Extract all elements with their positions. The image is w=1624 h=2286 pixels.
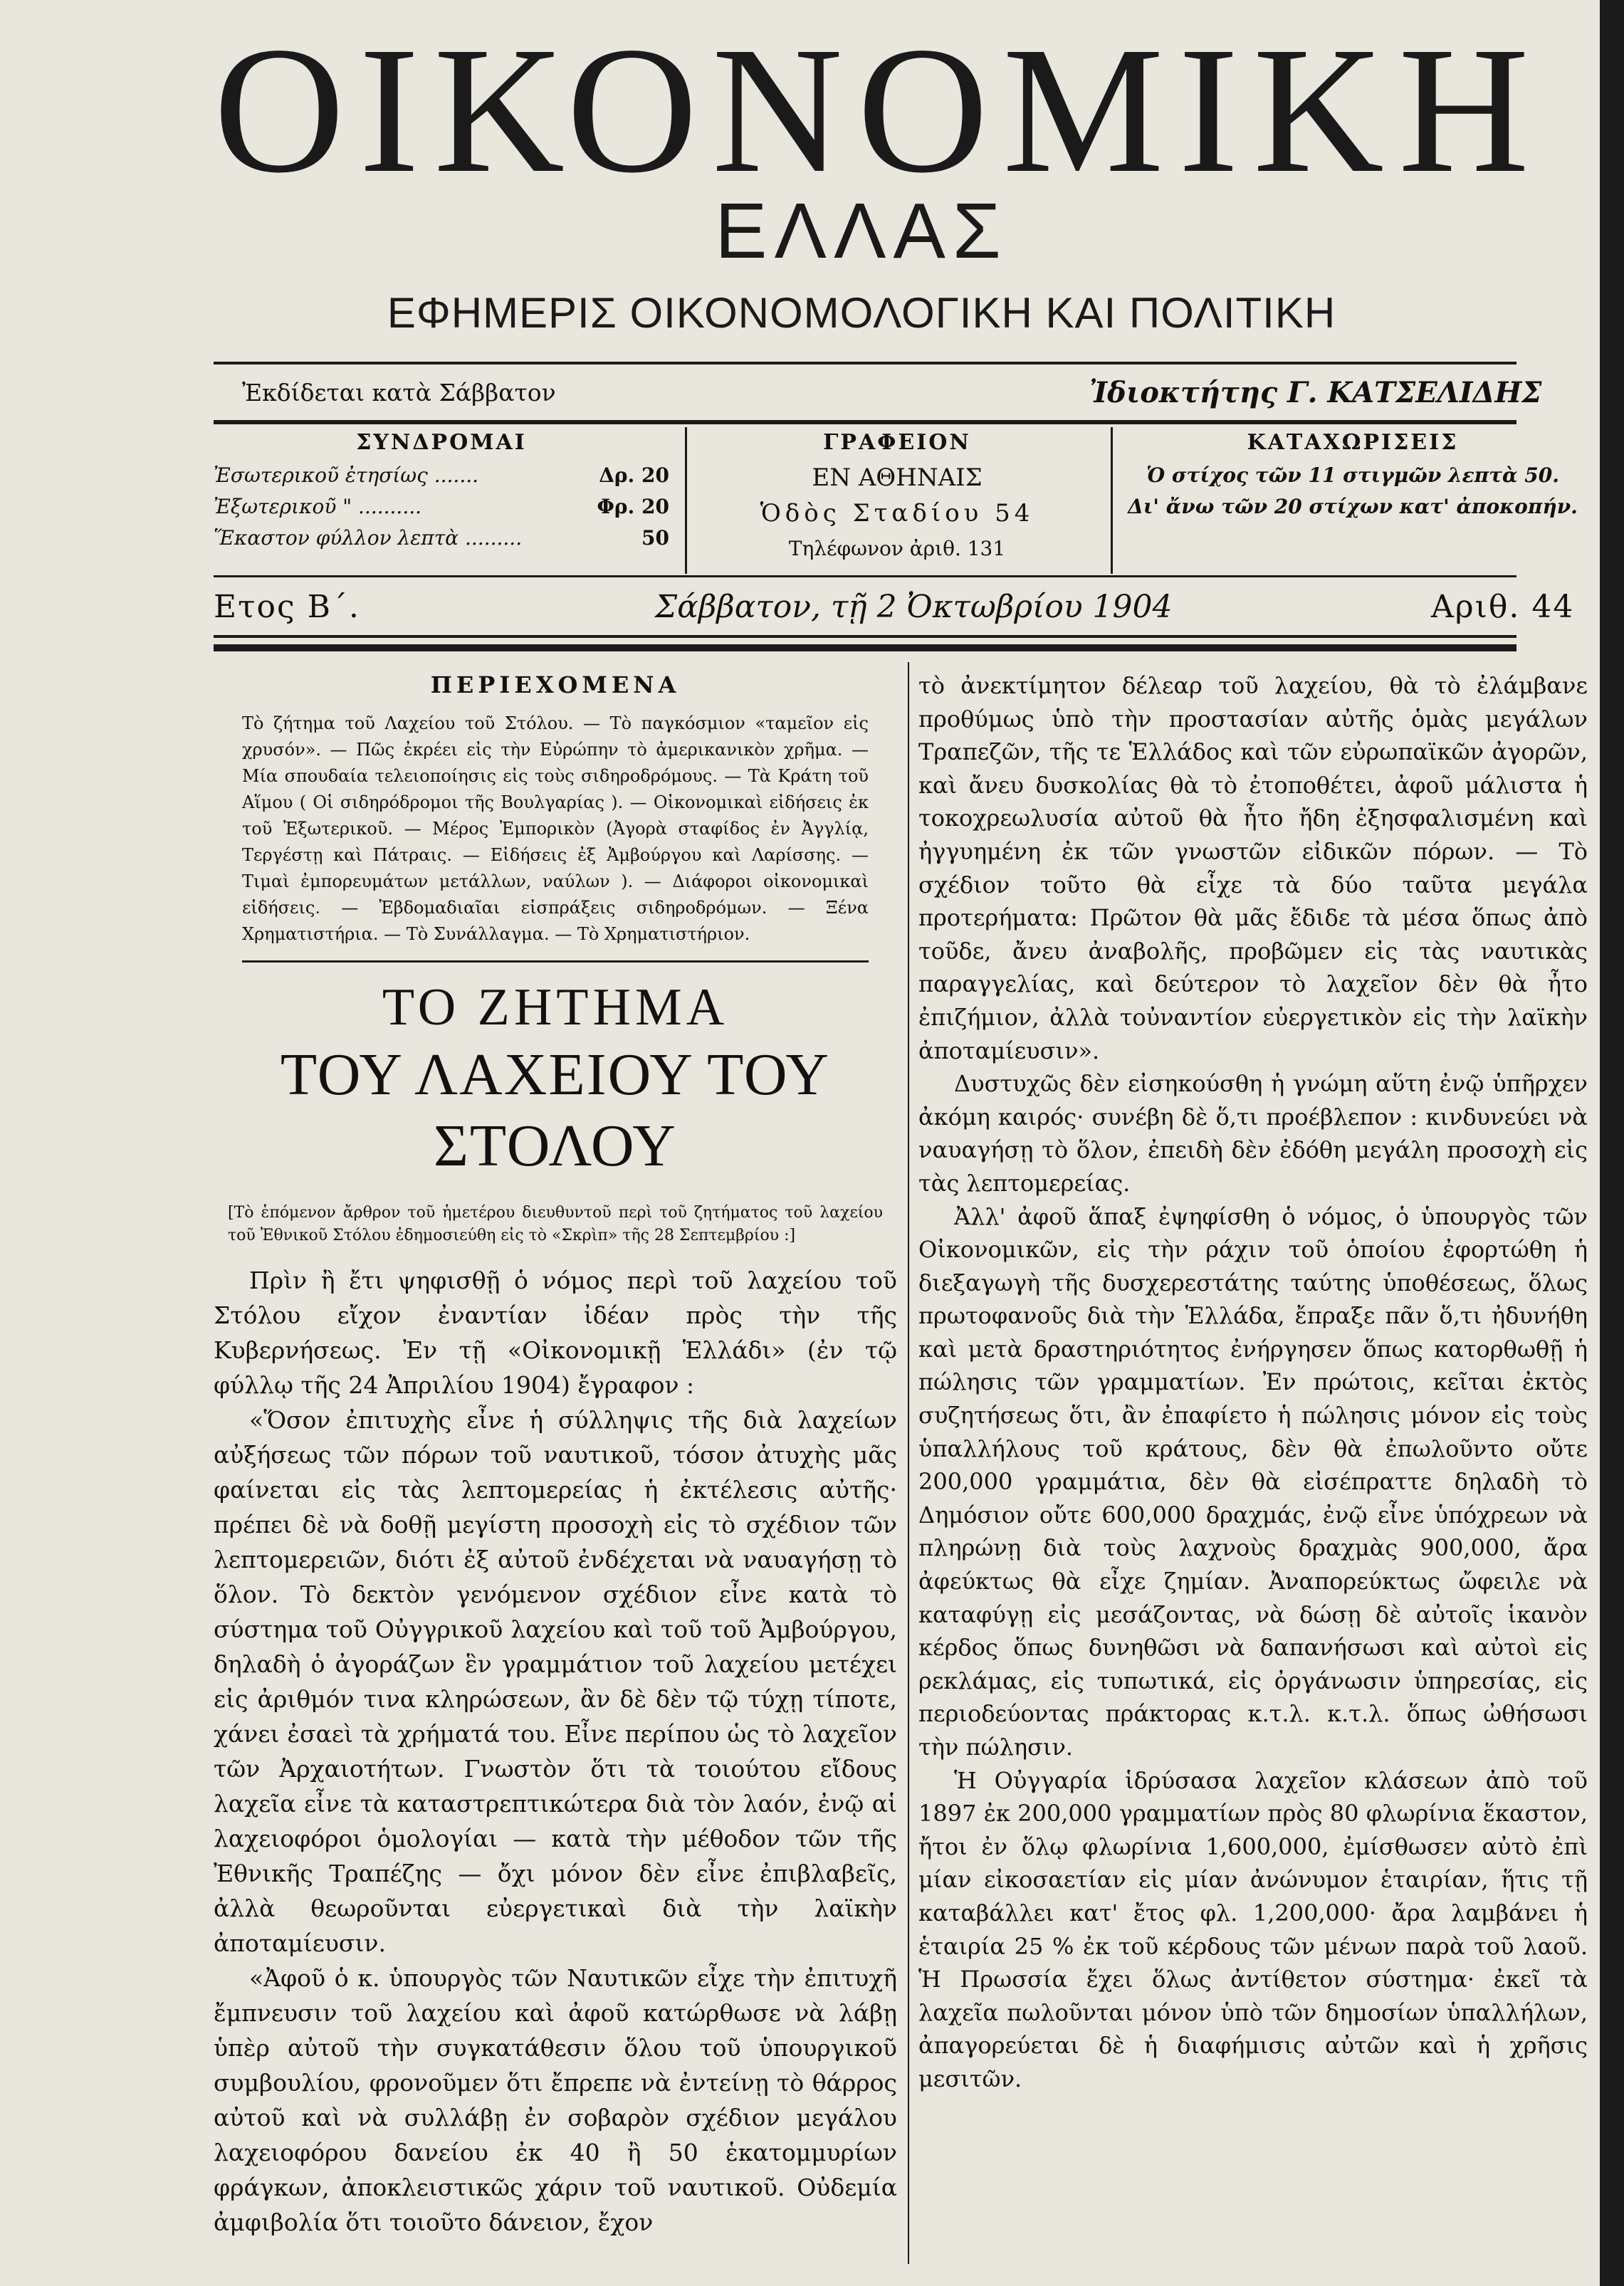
box-divider-2 bbox=[1111, 427, 1113, 574]
issue-number: Αριθ. 44 bbox=[1431, 589, 1575, 625]
editor-note: [Τὸ ἑπόμενον ἄρθρον τοῦ ἡμετέρου διευθυντοῦ περὶ τοῦ ζητήματος τοῦ λαχείου τοῦ Ἐθνικοῦ Στόλου ἐδημοσιεύθη εἰς τὸ «Σκρὶπ» τῆς 28 Σεπτεμβρίου :] bbox=[228, 1204, 883, 1244]
box-divider-1 bbox=[685, 427, 687, 574]
advertising-line-2: Δι' ἄνω τῶν 20 στίχων κατ' ἀποκοπήν. bbox=[1128, 495, 1578, 518]
subscription-row bbox=[214, 491, 669, 523]
article-paragraph: «Ἀφοῦ ὁ κ. ὑπουργὸς τῶν Ναυτικῶν εἶχε τὴν ἐπιτυχῆ ἔμπνευσιν τοῦ λαχείου καὶ ἀφοῦ κατώρθωσε νὰ λάβῃ ὑπὲρ αὐτοῦ τὴν συγκατάθεσιν ὅλου τοῦ ὑπουργικοῦ συμβουλίου, φρονοῦμεν ὅτι ἔπρεπε νὰ ἐντείνῃ τὸ θάρρος αὐτοῦ καὶ νὰ συλλάβῃ ἐν σοβαρὸν σχέδιον μεγάλου λαχειοφόρου δανείου ἐκ 40 ἢ 50 ἑκατομμυρίων φράγκων, ἀποκλειστικῶς χάριν τοῦ ναυτικοῦ. Οὐδεμία ἀμφιβολία ὅτι τοιοῦτο δάνειον, ἔχον bbox=[214, 1964, 897, 2236]
rule-after-contents bbox=[242, 960, 869, 963]
issue-date: Σάββατον, τῇ 2 Ὀκτωβρίου 1904 bbox=[655, 589, 1173, 625]
subscription-row bbox=[214, 460, 669, 491]
masthead-tagline: ΕΦΗΜΕΡΙΣ ΟΙΚΟΝΟΜΟΛΟΓΙΚΗ ΚΑΙ ΠΟΛΙΤΙΚΗ bbox=[387, 289, 1336, 337]
article-paragraph: «Ὅσον ἐπιτυχὴς εἶνε ἡ σύλληψις τῆς διὰ λαχείων αὐξήσεως τῶν πόρων τοῦ ναυτικοῦ, τόσον ἀτυχὴς μᾶς φαίνεται εἰς τὰς λεπτομερείας ἡ ἐκτέλεσις αὐτῆς· πρέπει δὲ νὰ δοθῇ μεγίστη προσοχὴ εἰς τὸ σχέδιον τῶν λεπτομερειῶν, διότι ἐξ αὐτοῦ ἐνδέχεται νὰ ναυαγήσῃ τὸ ὅλον. Τὸ δεκτὸν γενόμενον σχέδιον εἶνε κατὰ τὸ σύστημα τοῦ Οὐγγρικοῦ λαχείου καὶ τοῦ τοῦ Ἀμβούργου, δηλαδὴ ὁ ἀγοράζων ἓν γραμμάτιον τοῦ λαχείου μετέχει εἰς ἀριθμόν τινα κληρώσεων, ἂν δὲ δὲν τῷ τύχῃ τίποτε, χάνει ἐσαεὶ τὰ χρήματά του. Εἶνε περίπου ὡς τὸ λαχεῖον τῶν Ἀρχαιοτήτων. Γνωστὸν ὅτι τὰ τοιούτου εἴδους λαχεῖα εἶνε τὰ καταστρεπτικώτερα διὰ τὸν λαόν, ἐνῷ αἱ λαχειοφόροι ὁμολογίαι — κατὰ τὴν μέθοδον τῶν τῆς Ἐθνικῆς Τραπέζης — ὄχι μόνον δὲν εἶνε ἐπιβλαβεῖς, ἀλλὰ θεωροῦνται εὐεργετικαὶ διὰ τὴν λαϊκὴν ἀποταμίευσιν. bbox=[214, 1406, 897, 1957]
advertising-title: ΚΑΤΑΧΩΡΙΣΕΙΣ bbox=[1247, 430, 1459, 455]
column-divider bbox=[908, 662, 909, 2264]
rule-under-date-1 bbox=[214, 635, 1516, 638]
office-street: Ὁδὸς Σταδίου 54 bbox=[760, 499, 1034, 528]
rule-under-tagline bbox=[214, 362, 1516, 365]
subscription-label: Ἕκαστον φύλλον λεπτὰ ......... bbox=[214, 526, 523, 550]
subscription-amount: 50 bbox=[641, 526, 669, 550]
rule-under-date-2 bbox=[214, 644, 1516, 651]
advertising-line-1: Ὁ στίχος τῶν 11 στιγμῶν λεπτὰ 50. bbox=[1146, 463, 1560, 487]
article-paragraph: Δυστυχῶς δὲν εἰσηκούσθη ἡ γνώμη αὕτη ἐνῷ ὑπῆρχεν ἀκόμη καιρός· συνέβη δὲ ὅ,τι προέβλεπον : κινδυνεύει νὰ ναυαγήσῃ τὸ ὅλον, ἐπειδὴ δὲν ἐδόθη μεγάλη προσοχὴ εἰς τὰς λεπτομερείας. bbox=[918, 1070, 1588, 1197]
subscription-amount: Φρ. 20 bbox=[597, 495, 669, 518]
left-column bbox=[214, 669, 897, 2240]
masthead-subtitle: ΕΛΛΑΣ bbox=[715, 187, 1008, 275]
publication-owner: Ἰδιοκτήτης Γ. ΚΑΤΣΕΛΙΔΗΣ bbox=[1089, 376, 1542, 409]
office-phone: Τηλέφωνον ἀριθ. 131 bbox=[788, 537, 1006, 560]
page-edge-shadow bbox=[1600, 0, 1624, 2286]
masthead-title: ΟΙΚΟΝΟΜΙΚΗ bbox=[214, 10, 1544, 211]
article-paragraph: Ἀλλ' ἀφοῦ ἅπαξ ἐψηφίσθη ὁ νόμος, ὁ ὑπουργὸς τῶν Οἰκονομικῶν, εἰς τὴν ράχιν τοῦ ὁποίου ἐφορτώθη ἡ διεξαγωγὴ τῆς δυσχερεστάτης ταύτης ὑποθέσεως, ὅλως πρωτοφανοῦς διὰ τὴν Ἑλλάδα, ἔπραξε πᾶν ὅ,τι ἠδυνήθη καὶ μετὰ δραστηριότητος ἐνήργησεν ὅπως κατορθωθῇ ἡ πώλησις τῶν γραμματίων. Ἐν πρώτοις, κεῖται ἐκτὸς συζητήσεως ὅτι, ἂν ἐπαφίετο ἡ πώλησις μόνον εἰς τοὺς ὑπαλλήλους τοῦ κράτους, δὲν θὰ ἐπωλοῦντο οὔτε 200,000 γραμμάτια, δὲν θὰ εἰσέπραττε δηλαδὴ τὸ Δημόσιον οὔτε 600,000 δραχμάς, ἐνῷ εἶνε ὑπόχρεων νὰ πληρώνῃ διὰ τοὺς λαχνοὺς δραχμὰς 900,000, ἄρα ἀφεύκτως θὰ εἶχε ζημίαν. Ἀναπορεύκτως ὤφειλε νὰ καταφύγῃ εἰς μεσάζοντας, νὰ δώσῃ δὲ αὐτοῖς ἱκανὸν κέρδος ὅπως δυνηθῶσι νὰ δαπανήσωσι καὶ αὐτοὶ εἰς ρεκλάμας, εἰς τυπωτικά, εἰς ὀργάνωσιν ὑπηρεσίας, εἰς περιοδεύοντας πράκτορας κ.τ.λ. κ.τ.λ. ὅπως ὠθήσωσι τὴν πώλησιν. bbox=[918, 1202, 1588, 1761]
subscription-label: Ἐξωτερικοῦ " .......... bbox=[214, 495, 422, 518]
article-paragraph: Ἡ Οὐγγαρία ἱδρύσασα λαχεῖον κλάσεων ἀπὸ τοῦ 1897 ἐκ 200,000 γραμματίων πρὸς 80 φλωρίνια ἕκαστον, ἤτοι ἐν ὅλῳ φλωρίνια 1,600,000, ἐμίσθωσεν αὐτὸ ἐπὶ μίαν εἰκοσαετίαν εἰς μίαν ἀνώνυμον ἑταιρίαν, ἥτις τῇ καταβάλλει κατ' ἔτος φλ. 1,200,000· ἄρα λαμβάνει ἡ ἑταιρία 25 % ἐκ τοῦ κέρδους τῶν μένων παρὰ τοῦ λαοῦ. Ἡ Πρωσσία ἔχει ὅλως ἀντίθετον σύστημα· ἐκεῖ τὰ λαχεῖα πωλοῦνται μόνον ὑπὸ τῶν δημοσίων ὑπαλλήλων, ἀπαγορεύεται δὲ ἡ διαφήμισις αὐτῶν καὶ ἡ χρῆσις μεσιτῶν. bbox=[918, 1766, 1588, 2092]
subscriptions-title: ΣΥΝΔΡΟΜΑΙ bbox=[356, 430, 527, 455]
subscription-label: Ἐσωτερικοῦ ἐτησίως ....... bbox=[214, 463, 479, 487]
article-title-line-2: ΤΟΥ ΛΑΧΕΙΟΥ ΤΟΥ ΣΤΟΛΟΥ bbox=[280, 1042, 831, 1179]
article-paragraph: τὸ ἀνεκτίμητον δέλεαρ τοῦ λαχείου, θὰ τὸ ἐλάμβανε προθύμως ὑπὸ τὴν προστασίαν αὐτῆς ὁμὰς μεγάλων Τραπεζῶν, τῆς τε Ἑλλάδος καὶ τῶν εὐρωπαϊκῶν ἀγορῶν, καὶ ἄνευ δυσκολίας θὰ τὸ ἐτοποθέτει, ἀφοῦ μάλιστα ἡ τοκοχρεωλυσία αὐτοῦ θὰ ἦτο ἤδη ἐξησφαλισμένη καὶ ἠγγυημένη ἐκ τῶν γνωστῶν εἰδικῶν πόρων. — Τὸ σχέδιον τοῦτο θὰ εἶχε τὰ δύο ταῦτα μεγάλα προτερήματα: Πρῶτον θὰ μᾶς ἔδιδε τὰ μέσα ὅπως ἀπὸ τοῦδε, ἄνευ ἀναβολῆς, προβῶμεν εἰς τὰς ναυτικὰς παραγγελίας, καὶ δεύτερον τὸ λαχεῖον δὲν θὰ ἦτο ἐπιζήμιον, ἀλλὰ τοὐναντίον εὐεργετικὸν εἰς τὴν λαϊκὴν ἀποταμίευσιν». bbox=[918, 672, 1588, 1064]
subscriptions-box bbox=[214, 426, 669, 574]
article-paragraph: Πρὶν ἢ ἔτι ψηφισθῇ ὁ νόμος περὶ τοῦ λαχείου τοῦ Στόλου εἴχον ἐναντίαν ἰδέαν πρὸς τὴν τῆς Κυβερνήσεως. Ἐν τῇ «Οἰκονομικῇ Ἑλλάδι» (ἐν τῷ φύλλῳ τῆς 24 Ἀπριλίου 1904) ἔγραφον : bbox=[214, 1267, 897, 1399]
rule-below-boxes bbox=[214, 575, 1516, 577]
office-box bbox=[698, 426, 1096, 574]
right-column bbox=[918, 669, 1588, 2096]
office-title: ΓΡΑΦΕΙΟΝ bbox=[823, 430, 971, 455]
article-title-line-1: ΤΟ ΖΗΤΗΜΑ bbox=[382, 978, 729, 1037]
advertising-box bbox=[1125, 426, 1581, 574]
issue-year: Ετος Β΄. bbox=[214, 589, 360, 625]
subscription-amount: Δρ. 20 bbox=[599, 463, 669, 487]
office-city: ΕΝ ΑΘΗΝΑΙΣ bbox=[812, 463, 983, 492]
subscription-row bbox=[214, 523, 669, 554]
rule-above-boxes bbox=[214, 420, 1516, 424]
publication-frequency: Ἐκδίδεται κατὰ Σάββατον bbox=[242, 379, 556, 407]
contents-title: ΠΕΡΙΕΧΟΜΕΝΑ bbox=[430, 671, 681, 698]
contents-body: Τὸ ζήτημα τοῦ Λαχείου τοῦ Στόλου. — Τὸ παγκόσμιον «ταμεῖον εἰς χρυσόν». — Πῶς ἐκρέει εἰς τὴν Εὐρώπην τὸ ἀμερικανικὸν χρῆμα. — Μία σπουδαία τελειοποίησις εἰς τοὺς σιδηροδρόμους. — Τὰ Κράτη τοῦ Αἵμου ( Οἱ σιδηρόδρομοι τῆς Βουλγαρίας ). — Οἰκονομικαὶ εἰδήσεις ἐκ τοῦ Ἐξωτερικοῦ. — Μέρος Ἐμπορικὸν (Ἀγορὰ σταφίδος ἐν Ἀγγλίᾳ, Τεργέστῃ καὶ Πάτραις. — Εἰδήσεις ἐξ Ἀμβούργου καὶ Λαρίσσης. — Τιμαὶ ἐμπορευμάτων μετάλλων, ναύλων ). — Διάφοροι οἰκονομικαὶ εἰδήσεις. — Ἑβδομαδιαῖαι εἰσπράξεις σιδηροδρόμων. — Ξένα Χρηματιστήρια. — Τὸ Συνάλλαγμα. — Τὸ Χρηματιστήριον. bbox=[242, 713, 869, 944]
